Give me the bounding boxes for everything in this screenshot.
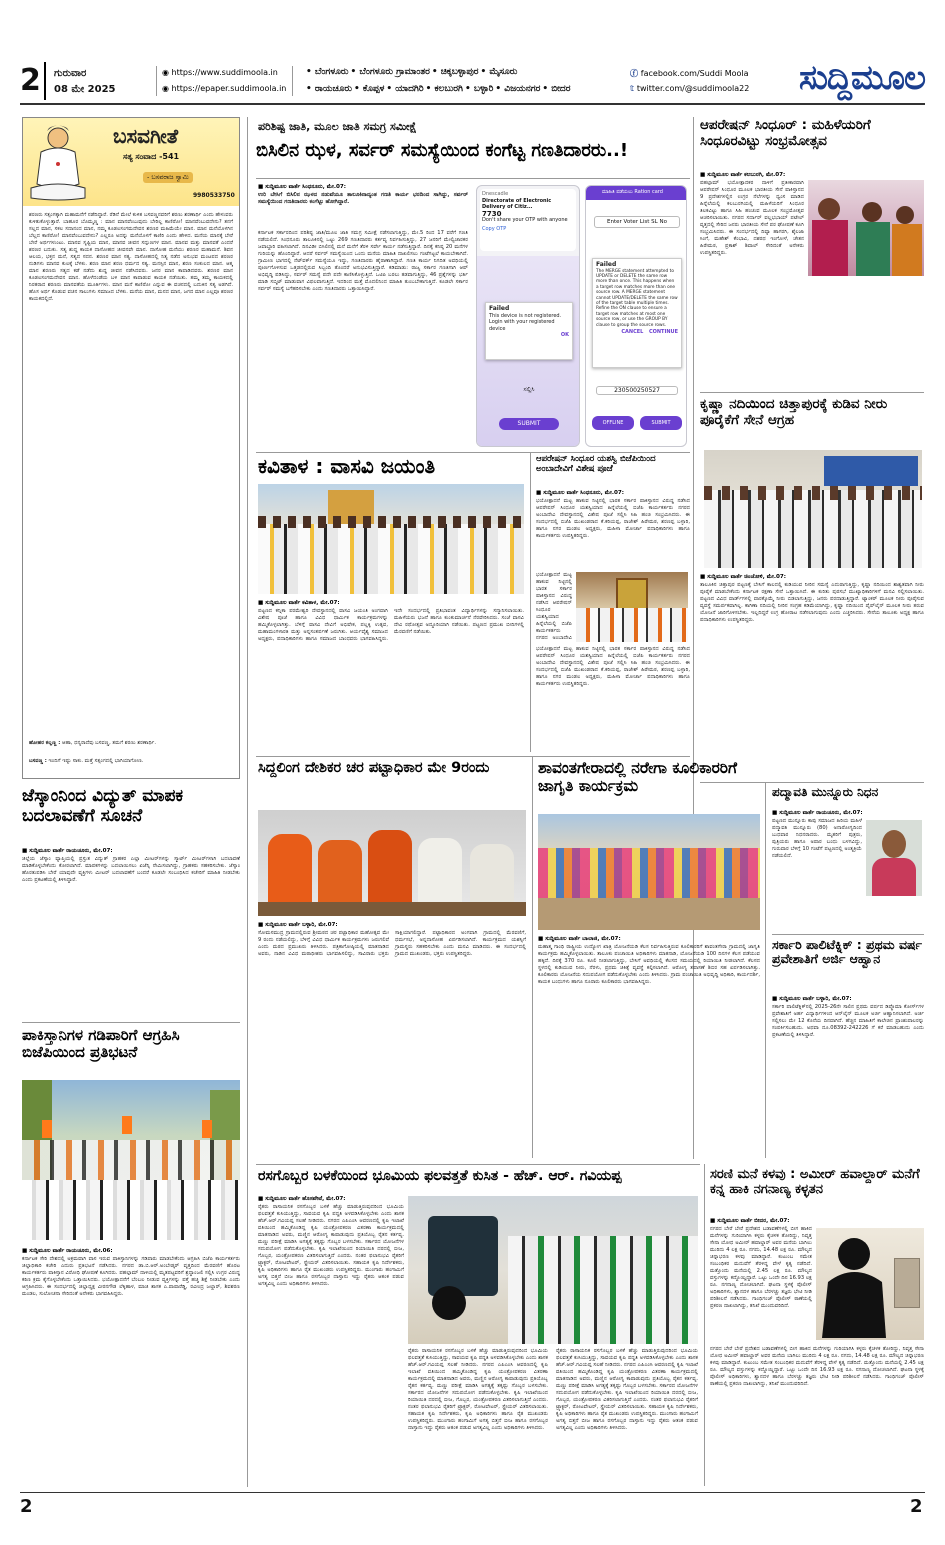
fertilizer-headline: ರಸಗೊಬ್ಬರ ಬಳಕೆಯಿಂದ ಭೂಮಿಯ ಫಲವತ್ತತೆ ಕುಸಿತ - ಹೆಚ್. ಆರ್. ಗವಿಯಪ್ಪ	[258, 1168, 622, 1184]
ambedkar-photo	[576, 572, 688, 642]
page-number: 2	[20, 62, 46, 100]
phone2-number: 230500250527	[596, 386, 678, 395]
ambedkar-body-cont2: ಭಯೋತ್ಪಾದನೆ ಮಟ್ಟ ಹಾಕುವ ನಿಟ್ಟಿನಲ್ಲಿ ಭಾರತ ಸರ್ಕಾರ ಪಾಕಿಸ್ತಾನದ ವಿರುದ್ಧ ನಡೆಸಿದ ಆಪರೇಷನ್ ಸಿಂಧೂರ ಯಶಸ್ವಿಯಾದ ಹಿನ್ನೆಲೆಯಲ್ಲಿ ಬಿಜೆಪಿ ಕಾರ್ಯಕರ್ತರು ನಗರದ ಅಂಬಾದೇವಿ ದೇವಸ್ಥಾನದಲ್ಲಿ ವಿಶೇಷ ಪೂಜೆ ಸಲ್ಲಿಸಿ ಸಿಹಿ ಹಂಚಿ ಸಂಭ್ರಮಿಸಿದರು. ಈ ಸಂದರ್ಭದಲ್ಲಿ ಬಿಜೆಪಿ ಮುಖಂಡರಾದ ಕೆ.ಕರಿಯಪ್ಪ, ರಾಜೇಶ್ ಹಿರೇಮಠ, ಶರಣಪ್ಪ ಬಳ್ಳಾರಿ, ಹಾಗೂ ನಗರ ಮಂಡಲ ಅಧ್ಯಕ್ಷರು, ಮಹಿಳಾ ಮೋರ್ಚಾ ಪದಾಧಿಕಾರಿಗಳು ಹಾಗೂ ಕಾರ್ಯಕರ್ತರು ಉಪಸ್ಥಿತರಿದ್ದರು.	[536, 646, 690, 687]
protest-headline: ಪಾಕಿಸ್ತಾನಿಗಳ ಗಡಿಪಾರಿಗೆ ಆಗ್ರಹಿಸಿ ಬಿಜೆಪಿಯಿಂದ ಪ್ರತಿಭಟನೆ	[22, 1027, 180, 1062]
vasavi-photo	[258, 484, 524, 594]
epaper-link[interactable]: ◉ https://epaper.suddimoola.in	[162, 84, 287, 93]
ambedkar-body: ಭಯೋತ್ಪಾದನೆ ಮಟ್ಟ ಹಾಕುವ ನಿಟ್ಟಿನಲ್ಲಿ ಭಾರತ ಸರ್ಕಾರ ಪಾಕಿಸ್ತಾನದ ವಿರುದ್ಧ ನಡೆಸಿದ ಆಪರೇಷನ್ ಸಿಂಧೂರ ಯಶಸ್ವಿಯಾದ ಹಿನ್ನೆಲೆಯಲ್ಲಿ ಬಿಜೆಪಿ ಕಾರ್ಯಕರ್ತರು ನಗರದ ಅಂಬಾದೇವಿ ದೇವಸ್ಥಾನದಲ್ಲಿ ವಿಶೇಷ ಪೂಜೆ ಸಲ್ಲಿಸಿ ಸಿಹಿ ಹಂಚಿ ಸಂಭ್ರಮಿಸಿದರು. ಈ ಸಂದರ್ಭದಲ್ಲಿ ಬಿಜೆಪಿ ಮುಖಂಡರಾದ ಕೆ.ಕರಿಯಪ್ಪ, ರಾಜೇಶ್ ಹಿರೇಮಠ, ಶರಣಪ್ಪ ಬಳ್ಳಾರಿ, ಹಾಗೂ ನಗರ ಮಂಡಲ ಅಧ್ಯಕ್ಷರು, ಮಹಿಳಾ ಮೋರ್ಚಾ ಪದಾಧಿಕಾರಿಗಳು ಹಾಗೂ ಕಾರ್ಯಕರ್ತರು ಉಪಸ್ಥಿತರಿದ್ದರು.	[536, 498, 690, 539]
fertilizer-body: ರೈತರು ರಾಸಾಯನಿಕ ರಸಗೊಬ್ಬರ ಬಳಕೆ ಹೆಚ್ಚು ಮಾಡುತ್ತಿರುವುದರಿಂದ ಭೂಮಿಯ ಫಲವತ್ತತೆ ಕುಸಿಯುತ್ತಿದ್ದು, ಸಾವಯವ ಕೃಷಿ ಪದ್ಧತಿ ಅಳವಡಿಸಿಕೊಳ್ಳಬೇಕು ಎಂದು ಶಾಸಕ ಹೆಚ್.ಆರ್.ಗವಿಯಪ್ಪ ಸಲಹೆ ನೀಡಿದರು. ನಗರದ ಎಪಿಎಂಸಿ ಆವರಣದಲ್ಲಿ ಕೃಷಿ ಇಲಾಖೆ ವತಿಯಿಂದ ಹಮ್ಮಿಕೊಂಡಿದ್ದ ಕೃಷಿ ಯಂತ್ರೋಪಕರಣ ವಿತರಣಾ ಕಾರ್ಯಕ್ರಮದಲ್ಲಿ ಮಾತನಾಡಿದ ಅವರು, ಮಣ್ಣಿನ ಆರೋಗ್ಯ ಕಾಪಾಡುವುದು ಪ್ರತಿಯೊಬ್ಬ ರೈತನ ಕರ್ತವ್ಯ. ಮಣ್ಣು ಪರೀಕ್ಷೆ ಮಾಡಿಸಿ ಅಗತ್ಯಕ್ಕೆ ತಕ್ಕಷ್ಟು ಗೊಬ್ಬರ ಬಳಸಬೇಕು. ಸರ್ಕಾರದ ಯೋಜನೆಗಳ ಸದುಪಯೋಗ ಪಡೆದುಕೊಳ್ಳಬೇಕು. ಕೃಷಿ ಇಲಾಖೆಯಿಂದ ರಿಯಾಯಿತಿ ದರದಲ್ಲಿ ಬೀಜ, ಗೊಬ್ಬರ, ಯಂತ್ರೋಪಕರಣ ವಿತರಿಸಲಾಗುತ್ತಿದೆ ಎಂದರು. ನಂತರ ಫಲಾನುಭವಿ ರೈತರಿಗೆ ಟ್ರ್ಯಾಕ್ಟರ್, ರೋಟವೇಟರ್, ಸ್ಪ್ರೇಯರ್ ವಿತರಿಸಲಾಯಿತು. ಸಹಾಯಕ ಕೃಷಿ ನಿರ್ದೇಶಕರು, ಕೃಷಿ ಅಧಿಕಾರಿಗಳು ಹಾಗೂ ರೈತ ಮುಖಂಡರು ಉಪಸ್ಥಿತರಿದ್ದರು. ಮುಂಗಾರು ಹಂಗಾಮಿಗೆ ಅಗತ್ಯ ಬಿತ್ತನೆ ಬೀಜ ಹಾಗೂ ರಸಗೊಬ್ಬರ ದಾಸ್ತಾನು ಇದ್ದು ರೈತರು ಆತಂಕ ಪಡುವ ಅಗತ್ಯವಿಲ್ಲ ಎಂದು ಅಧಿಕಾರಿಗಳು ತಿಳಿಸಿದರು.	[258, 1204, 404, 1287]
sindhoor-byline: ■ ಸುದ್ದಿಮೂಲ ವಾರ್ತೆ ಕಲಬುರಗಿ, ಮೇ.07:	[700, 172, 786, 178]
census-headline: ಬಿಸಿಲಿನ ಝಳ, ಸರ್ವರ್ ಸಮಸ್ಯೆಯಿಂದ ಕಂಗೆಟ್ಟ ಗಣತಿದಾರರು..!	[256, 141, 629, 161]
basavanna-illustration	[27, 122, 89, 202]
census-phone-screenshot-1	[476, 185, 580, 447]
escom-byline: ■ ಸುದ್ದಿಮೂಲ ವಾರ್ತೆ ರಾಯಚೂರು, ಮೇ.07:	[22, 848, 113, 854]
phone2-failed-dialog: Failed The MERGE statement attempted to UPDATE or DELETE the same row more than once. This happens when a target row matches more than one source row. A MERGE statement cannot UPDATE/DELETE the same row of the target table multiple times. Refine the ON clause to ensure a target row matches at most one source row, or use the GROUP BY clause to group the source rows. CANCEL CONTINUE	[592, 258, 682, 368]
city-nav-link[interactable]: • ಬೀದರ	[542, 84, 571, 94]
basavageete-title: ಬಸವಗೀತೆ	[113, 124, 179, 148]
theft-body: ನಗರದ ಬೇರೆ ಬೇರೆ ಪ್ರದೇಶದ ಬಡಾವಣೆಗಳಲ್ಲಿ ಬೀಗ ಹಾಕಿದ ಮನೆಗಳನ್ನು ಗುರಿಯಾಗಿಸಿ ಕಳ್ಳರು ಕೈಚಳಕ ತೋರಿದ್ದು, ನಿವೃತ್ತ ಸೇನಾ ಯೋಧ ಅಮೀರ್ ಹವಾಲ್ದಾರ್ ಅವರ ಮನೆಯ ಬಾಗಿಲು ಮುರಿದು 4 ಲಕ್ಷ ರೂ. ನಗದು, 14.48 ಲಕ್ಷ ರೂ. ಮೌಲ್ಯದ ಚಿನ್ನಾಭರಣ ಕಳವು ಮಾಡಿದ್ದಾರೆ. ಕುಟುಂಬ ಸಮೇತ ಸಂಬಂಧಿಕರ ಮದುವೆಗೆ ತೆರಳಿದ್ದ ವೇಳೆ ಕೃತ್ಯ ನಡೆದಿದೆ. ಮತ್ತೊಂದು ಮನೆಯಲ್ಲಿ 2.45 ಲಕ್ಷ ರೂ. ಮೌಲ್ಯದ ವಸ್ತುಗಳನ್ನು ಕದ್ದೊಯ್ದಿದ್ದಾರೆ. ಒಟ್ಟು ಒಂದೇ ದಿನ 16.93 ಲಕ್ಷ ರೂ. ನಗನಾಣ್ಯ ದೋಚಲಾಗಿದೆ. ಘಟನಾ ಸ್ಥಳಕ್ಕೆ ಪೊಲೀಸ್ ಅಧಿಕಾರಿಗಳು, ಶ್ವಾನದಳ ಹಾಗೂ ಬೆರಳಚ್ಚು ತಜ್ಞರು ಭೇಟಿ ನೀಡಿ ಪರಿಶೀಲನೆ ನಡೆಸಿದರು. ಗಾಂಧಿಗಂಜ್ ಪೊಲೀಸ್ ಠಾಣೆಯಲ್ಲಿ ಪ್ರಕರಣ ದಾಖಲಾಗಿದ್ದು, ತನಿಖೆ ಮುಂದುವರಿದಿದೆ.	[710, 1226, 812, 1309]
krishna-headline: ಕೃಷ್ಣಾ ನದಿಯಿಂದ ಚಿತ್ತಾಪುರಕ್ಕೆ ಕುಡಿವ ನೀರು ಪೂರೈಕೆಗೆ ಸೇನೆ ಆಗ್ರಹ	[700, 397, 888, 428]
sindhoor-headline: ಆಪರೇಷನ್ ಸಿಂಧೂರ್ : ಮಹಿಳೆಯರಿಗೆ ಸಿಂಧೂರವಿಟ್ಟು ಸಂಭ್ರಮೋತ್ಸವ	[700, 118, 871, 149]
fertilizer-photo	[408, 1196, 698, 1344]
footer-page-number-right: 2	[910, 1496, 923, 1517]
copy-otp-button[interactable]: Copy OTP	[482, 225, 507, 232]
city-nav-link[interactable]: • ಬೆಂಗಳೂರು	[306, 67, 349, 77]
phone1-submit-kn[interactable]: ಸಲ್ಲಿಸಿ	[523, 386, 535, 393]
narega-body: ಮಹಾತ್ಮ ಗಾಂಧಿ ರಾಷ್ಟ್ರೀಯ ಉದ್ಯೋಗ ಖಾತ್ರಿ ಯೋಜನೆಯಡಿ ಕೆಲಸ ನಿರ್ವಹಿಸುತ್ತಿರುವ ಕೂಲಿಕಾರರಿಗೆ ಶಾವಂತಗೇರಾ ಗ್ರಾಮದಲ್ಲಿ ಜಾಗೃತಿ ಕಾರ್ಯಕ್ರಮ ಹಮ್ಮಿಕೊಳ್ಳಲಾಯಿತು. ತಾಲೂಕು ಪಂಚಾಯಿತಿ ಅಧಿಕಾರಿಗಳು ಮಾತನಾಡಿ, ಯೋಜನೆಯಡಿ 100 ದಿನಗಳ ಕೆಲಸ ಪಡೆಯುವ ಹಕ್ಕಿದೆ. ದಿನಕ್ಕೆ 370 ರೂ. ಕೂಲಿ ನೀಡಲಾಗುತ್ತಿದ್ದು, ಬೇಸಿಗೆ ಅವಧಿಯಲ್ಲಿ ಕೆಲಸದ ಸಮಯದಲ್ಲಿ ರಿಯಾಯಿತಿ ನೀಡಲಾಗಿದೆ. ಕೆಲಸದ ಸ್ಥಳದಲ್ಲಿ ಕುಡಿಯುವ ನೀರು, ನೆರಳು, ಪ್ರಥಮ ಚಿಕಿತ್ಸೆ ವ್ಯವಸ್ಥೆ ಕಲ್ಪಿಸಲಾಗಿದೆ. ಆರೋಗ್ಯ ತಪಾಸಣೆ ಶಿಬಿರ ಸಹ ಏರ್ಪಡಿಸಲಾಗಿತ್ತು. ಕೂಲಿಕಾರರು ಯೋಜನೆಯ ಸದುಪಯೋಗ ಪಡೆದುಕೊಳ್ಳಬೇಕು ಎಂದು ತಿಳಿಸಿದರು. ಗ್ರಾಮ ಪಂಚಾಯಿತಿ ಅಭಿವೃದ್ಧಿ ಅಧಿಕಾರಿ, ಕಾರ್ಯದರ್ಶಿ, ಕಾಯಕ ಬಂಧುಗಳು ಹಾಗೂ ನೂರಾರು ಕೂಲಿಕಾರರು ಭಾಗವಹಿಸಿದ್ದರು.	[538, 944, 760, 985]
facebook-icon: ⓕ	[630, 69, 641, 78]
narega-byline: ■ ಸುದ್ದಿಮೂಲ ವಾರ್ತೆ ಬಾಲಾಜಿ, ಮೇ.07:	[538, 936, 621, 942]
twitter-icon: 𝕥	[630, 84, 637, 93]
city-nav-link[interactable]: • ಕೊಪ್ಪಳ	[353, 84, 385, 94]
krishna-body: ತಾಲೂಕಿನ ಚಿತ್ತಾಪುರ ಪಟ್ಟಣಕ್ಕೆ ಬೇಸಿಗೆ ಕಾಲದಲ್ಲಿ ಕುಡಿಯುವ ನೀರಿನ ಸಮಸ್ಯೆ ಎದುರಾಗುತ್ತಿದ್ದು, ಕೃಷ್ಣಾ ನದಿಯಿಂದ ಶಾಶ್ವತವಾಗಿ ನೀರು ಪೂರೈಕೆ ಮಾಡಬೇಕೆಂದು ಕರ್ನಾಟಕ ರಕ್ಷಣಾ ಸೇನೆ ಒತ್ತಾಯಿಸಿದೆ. ಈ ಕುರಿತು ಪುರಸಭೆ ಮುಖ್ಯಾಧಿಕಾರಿಗಳಿಗೆ ಮನವಿ ಸಲ್ಲಿಸಲಾಯಿತು. ಪಟ್ಟಣದ ವಿವಿಧ ವಾರ್ಡ್‌ಗಳಲ್ಲಿ ವಾರಕ್ಕೊಮ್ಮೆ ನೀರು ಬಿಡಲಾಗುತ್ತಿದ್ದು, ಜನರು ಪರದಾಡುತ್ತಿದ್ದಾರೆ. ಟ್ಯಾಂಕರ್ ಮೂಲಕ ನೀರು ಪೂರೈಸುವ ವ್ಯವಸ್ಥೆ ಸಮರ್ಪಕವಾಗಿಲ್ಲ. ಕಾಗಿಣಾ ನದಿಯಲ್ಲಿ ನೀರಿನ ಸಂಗ್ರಹ ಕಡಿಮೆಯಾಗಿದ್ದು, ಕೃಷ್ಣಾ ನದಿಯಿಂದ ಪೈಪ್‌ಲೈನ್ ಮೂಲಕ ನೀರು ತರುವ ಯೋಜನೆ ಜಾರಿಗೊಳಿಸಬೇಕು. ಇಲ್ಲದಿದ್ದರೆ ಉಗ್ರ ಹೋರಾಟ ನಡೆಸಲಾಗುವುದು ಎಂದು ಎಚ್ಚರಿಸಿದರು. ಸೇನೆಯ ತಾಲೂಕು ಅಧ್ಯಕ್ಷ ಹಾಗೂ ಪದಾಧಿಕಾರಿಗಳು ಉಪಸ್ಥಿತರಿದ್ದರು.	[700, 582, 924, 623]
phone1-failed-dialog: Failed This device is not registered. Login with your registered device OK	[485, 302, 573, 360]
city-nav-link[interactable]: • ಬೆಂಗಳೂರು ಗ್ರಾಮಾಂತರ	[350, 67, 430, 77]
fertilizer-body-col2: ರೈತರು ರಾಸಾಯನಿಕ ರಸಗೊಬ್ಬರ ಬಳಕೆ ಹೆಚ್ಚು ಮಾಡುತ್ತಿರುವುದರಿಂದ ಭೂಮಿಯ ಫಲವತ್ತತೆ ಕುಸಿಯುತ್ತಿದ್ದು, ಸಾವಯವ ಕೃಷಿ ಪದ್ಧತಿ ಅಳವಡಿಸಿಕೊಳ್ಳಬೇಕು ಎಂದು ಶಾಸಕ ಹೆಚ್.ಆರ್.ಗವಿಯಪ್ಪ ಸಲಹೆ ನೀಡಿದರು. ನಗರದ ಎಪಿಎಂಸಿ ಆವರಣದಲ್ಲಿ ಕೃಷಿ ಇಲಾಖೆ ವತಿಯಿಂದ ಹಮ್ಮಿಕೊಂಡಿದ್ದ ಕೃಷಿ ಯಂತ್ರೋಪಕರಣ ವಿತರಣಾ ಕಾರ್ಯಕ್ರಮದಲ್ಲಿ ಮಾತನಾಡಿದ ಅವರು, ಮಣ್ಣಿನ ಆರೋಗ್ಯ ಕಾಪಾಡುವುದು ಪ್ರತಿಯೊಬ್ಬ ರೈತನ ಕರ್ತವ್ಯ. ಮಣ್ಣು ಪರೀಕ್ಷೆ ಮಾಡಿಸಿ ಅಗತ್ಯಕ್ಕೆ ತಕ್ಕಷ್ಟು ಗೊಬ್ಬರ ಬಳಸಬೇಕು. ಸರ್ಕಾರದ ಯೋಜನೆಗಳ ಸದುಪಯೋಗ ಪಡೆದುಕೊಳ್ಳಬೇಕು. ಕೃಷಿ ಇಲಾಖೆಯಿಂದ ರಿಯಾಯಿತಿ ದರದಲ್ಲಿ ಬೀಜ, ಗೊಬ್ಬರ, ಯಂತ್ರೋಪಕರಣ ವಿತರಿಸಲಾಗುತ್ತಿದೆ ಎಂದರು. ನಂತರ ಫಲಾನುಭವಿ ರೈತರಿಗೆ ಟ್ರ್ಯಾಕ್ಟರ್, ರೋಟವೇಟರ್, ಸ್ಪ್ರೇಯರ್ ವಿತರಿಸಲಾಯಿತು. ಸಹಾಯಕ ಕೃಷಿ ನಿರ್ದೇಶಕರು, ಕೃಷಿ ಅಧಿಕಾರಿಗಳು ಹಾಗೂ ರೈತ ಮುಖಂಡರು ಉಪಸ್ಥಿತರಿದ್ದರು. ಮುಂಗಾರು ಹಂಗಾಮಿಗೆ ಅಗತ್ಯ ಬಿತ್ತನೆ ಬೀಜ ಹಾಗೂ ರಸಗೊಬ್ಬರ ದಾಸ್ತಾನು ಇದ್ದು ರೈತರು ಆತಂಕ ಪಡುವ ಅಗತ್ಯವಿಲ್ಲ ಎಂದು ಅಧಿಕಾರಿಗಳು ತಿಳಿಸಿದರು.	[408, 1348, 548, 1431]
phone2-cancel-button[interactable]: CANCEL	[621, 328, 644, 335]
facebook-link[interactable]: ⓕ facebook.com/Suddi Moola	[630, 69, 749, 78]
escom-headline: ಜೆಸ್ಕಾಂನಿಂದ ವಿದ್ಯುತ್ ಮಾಪಕ ಬದಲಾವಣೆಗೆ ಸೂಚನೆ	[22, 787, 184, 826]
sindhoor-body-cont	[700, 280, 924, 386]
vasavi-byline: ■ ಸುದ್ದಿಮೂಲ ವಾರ್ತೆ ಕವಿತಾಳ, ಮೇ.07:	[258, 600, 340, 606]
header-day: ಗುರುವಾರ	[54, 68, 87, 79]
phone2-submit-button[interactable]: SUBMIT	[640, 416, 682, 430]
phone2-offline-button[interactable]: OFFLINE	[592, 416, 634, 430]
globe-icon: ◉	[162, 84, 172, 93]
thief-silhouette-icon	[820, 1232, 890, 1338]
sindhoor-body: ಪಹಲ್ಗಾಮ್ ಭಯೋತ್ಪಾದಕರ ದಾಳಿಗೆ ಪ್ರತೀಕಾರವಾಗಿ ಆಪರೇಷನ್ ಸಿಂಧೂರ ಮೂಲಕ ಭಾರತೀಯ ಸೇನೆ ಪಾಕಿಸ್ತಾನದ 9 ಪ್ರದೇಶಗಳಲ್ಲಿನ ಉಗ್ರರ ನೆಲೆಗಳನ್ನು ಧ್ವಂಸ ಮಾಡಿದ ಹಿನ್ನೆಲೆಯಲ್ಲಿ ಕಲಬುರಗಿಯಲ್ಲಿ ಮಹಿಳೆಯರಿಗೆ ಸಿಂಧೂರ ತಿಲಕವಿಟ್ಟು ಹಾಗೂ ಸಿಹಿ ಹಂಚುವ ಮೂಲಕ ಸಂಭ್ರಮೋತ್ಸವ ಆಚರಿಸಲಾಯಿತು. ನಗರದ ಸರ್ದಾರ್ ವಲ್ಲಭಭಾಯ್ ಪಟೇಲ್ ವೃತ್ತದಲ್ಲಿ ಸೇರಿದ ಜನರು ಭಾರತೀಯ ಸೇನೆ ಪರ ಘೋಷಣೆ ಕೂಗಿ ಸಂಭ್ರಮಿಸಿದರು. ಈ ಸಂದರ್ಭದಲ್ಲಿ ದಿವ್ಯಾ ಹಾಗರಗಿ, ಶೈಲಜಾ ಸಿಂಗೆ, ಮಹೇಶ್ ಕೆಂಭಾವಿ, ದಶರಥ ಇಂಗೋಳೆ, ಚೇತನ ಹಿರೇಮಠ, ಪ್ರಕಾಶ್ ಶಿವಾಲ್ ಸೇರಿದಂತೆ ಅನೇಕರು ಉಪಸ್ಥಿತರಿದ್ದರು.	[700, 180, 804, 256]
padmavathi-headline: ಪದ್ಮಾವತಿ ಮುನ್ನೂರು ನಿಧನ	[772, 786, 879, 799]
city-nav-link[interactable]: • ಯಾದಗಿರಿ	[386, 84, 424, 94]
narega-headline: ಶಾವಂತಗೇರಾದಲ್ಲಿ ನರೇಗಾ ಕೂಲಿಕಾರರಿಗೆ ಜಾಗೃತಿ ಕಾರ್ಯಕ್ರಮ	[538, 760, 737, 795]
ambedkar-byline: ■ ಸುದ್ದಿಮೂಲ ವಾರ್ತೆ ಸಿಂಧನೂರು, ಮೇ.07:	[536, 490, 625, 496]
basavageete-box	[22, 117, 240, 779]
padmavathi-portrait	[866, 820, 922, 896]
globe-icon: ◉	[162, 68, 172, 77]
escom-body: ಜಿಲ್ಲೆಯ ಜೆಸ್ಕಾಂ ವ್ಯಾಪ್ತಿಯಲ್ಲಿ ಪ್ರಸ್ತುತ ವಿದ್ಯುತ್ ಗ್ರಾಹಕರ ಎಲ್ಲಾ ಮೀಟರ್‌ಗಳನ್ನು ಸ್ಮಾರ್ಟ್ ಮೀಟರ್‌ಗಳಾಗಿ ಬದಲಾವಣೆ ಮಾಡಿಕೊಳ್ಳಬೇಕೆಂದು ಕೋರಲಾಗಿದೆ. ಮಾಪಕಗಳನ್ನು ಬದಲಾಯಿಸಲು ಏಜೆನ್ಸಿ ನೇಮಿಸಲಾಗಿದ್ದು, ಗ್ರಾಹಕರು ಸಹಕರಿಸಬೇಕು. ಜೆಸ್ಕಾಂ ಹೊರತುಪಡಿಸಿ ಬೇರೆ ಯಾವುದೇ ವ್ಯಕ್ತಿಗಳು ಮೀಟರ್ ಬದಲಾವಣೆಗೆ ಬಂದರೆ ಕೂಡಲೇ ಸಂಬಂಧಿಸಿದ ಕಚೇರಿಗೆ ಮಾಹಿತಿ ನೀಡಬೇಕು ಎಂದು ಪ್ರಕಟಣೆಯಲ್ಲಿ ತಿಳಿಸಿದ್ದಾರೆ.	[22, 856, 240, 883]
fertilizer-body-col3: ರೈತರು ರಾಸಾಯನಿಕ ರಸಗೊಬ್ಬರ ಬಳಕೆ ಹೆಚ್ಚು ಮಾಡುತ್ತಿರುವುದರಿಂದ ಭೂಮಿಯ ಫಲವತ್ತತೆ ಕುಸಿಯುತ್ತಿದ್ದು, ಸಾವಯವ ಕೃಷಿ ಪದ್ಧತಿ ಅಳವಡಿಸಿಕೊಳ್ಳಬೇಕು ಎಂದು ಶಾಸಕ ಹೆಚ್.ಆರ್.ಗವಿಯಪ್ಪ ಸಲಹೆ ನೀಡಿದರು. ನಗರದ ಎಪಿಎಂಸಿ ಆವರಣದಲ್ಲಿ ಕೃಷಿ ಇಲಾಖೆ ವತಿಯಿಂದ ಹಮ್ಮಿಕೊಂಡಿದ್ದ ಕೃಷಿ ಯಂತ್ರೋಪಕರಣ ವಿತರಣಾ ಕಾರ್ಯಕ್ರಮದಲ್ಲಿ ಮಾತನಾಡಿದ ಅವರು, ಮಣ್ಣಿನ ಆರೋಗ್ಯ ಕಾಪಾಡುವುದು ಪ್ರತಿಯೊಬ್ಬ ರೈತನ ಕರ್ತವ್ಯ. ಮಣ್ಣು ಪರೀಕ್ಷೆ ಮಾಡಿಸಿ ಅಗತ್ಯಕ್ಕೆ ತಕ್ಕಷ್ಟು ಗೊಬ್ಬರ ಬಳಸಬೇಕು. ಸರ್ಕಾರದ ಯೋಜನೆಗಳ ಸದುಪಯೋಗ ಪಡೆದುಕೊಳ್ಳಬೇಕು. ಕೃಷಿ ಇಲಾಖೆಯಿಂದ ರಿಯಾಯಿತಿ ದರದಲ್ಲಿ ಬೀಜ, ಗೊಬ್ಬರ, ಯಂತ್ರೋಪಕರಣ ವಿತರಿಸಲಾಗುತ್ತಿದೆ ಎಂದರು. ನಂತರ ಫಲಾನುಭವಿ ರೈತರಿಗೆ ಟ್ರ್ಯಾಕ್ಟರ್, ರೋಟವೇಟರ್, ಸ್ಪ್ರೇಯರ್ ವಿತರಿಸಲಾಯಿತು. ಸಹಾಯಕ ಕೃಷಿ ನಿರ್ದೇಶಕರು, ಕೃಷಿ ಅಧಿಕಾರಿಗಳು ಹಾಗೂ ರೈತ ಮುಖಂಡರು ಉಪಸ್ಥಿತರಿದ್ದರು. ಮುಂಗಾರು ಹಂಗಾಮಿಗೆ ಅಗತ್ಯ ಬಿತ್ತನೆ ಬೀಜ ಹಾಗೂ ರಸಗೊಬ್ಬರ ದಾಸ್ತಾನು ಇದ್ದು ರೈತರು ಆತಂಕ ಪಡುವ ಅಗತ್ಯವಿಲ್ಲ ಎಂದು ಅಧಿಕಾರಿಗಳು ತಿಳಿಸಿದರು.	[556, 1348, 698, 1431]
basavageete-subtitle: ಸತ್ಯ ಸಂವಾದ -541	[123, 152, 180, 161]
census-byline: ■ ಸುದ್ದಿಮೂಲ ವಾರ್ತೆ ಸಿಂಧನೂರು, ಮೇ.07:	[258, 184, 347, 190]
city-nav-link[interactable]: • ಚಿಕ್ಕಬಳ್ಳಾಪುರ	[431, 67, 479, 77]
phone1-submit-button[interactable]: SUBMIT	[499, 418, 559, 430]
polytechnic-byline: ■ ಸುದ್ದಿಮೂಲ ವಾರ್ತೆ ಬಳ್ಳಾರಿ, ಮೇ.07:	[772, 996, 852, 1002]
basavageete-phone: 9980533750	[193, 192, 235, 199]
theft-byline: ■ ಸುದ್ದಿಮೂಲ ವಾರ್ತೆ ಬೀದರ, ಮೇ.07:	[710, 1218, 790, 1224]
basavageete-question: ಹೋಹರ ಕಲ್ಲಣ್ಣ : ಆಹಾ, ಧನ್ಯರಾದೆವು ಬಸವಣ್ಣ, ತಮಗೆ ಶರಣು ಶರಣಾರ್ಥಿ.	[29, 740, 157, 746]
ambedkar-body-cont: ಭಯೋತ್ಪಾದನೆ ಮಟ್ಟ ಹಾಕುವ ನಿಟ್ಟಿನಲ್ಲಿ ಭಾರತ ಸರ್ಕಾರ ಪಾಕಿಸ್ತಾನದ ವಿರುದ್ಧ ನಡೆಸಿದ ಆಪರೇಷನ್ ಸಿಂಧೂರ ಯಶಸ್ವಿಯಾದ ಹಿನ್ನೆಲೆಯಲ್ಲಿ ಬಿಜೆಪಿ ಕಾರ್ಯಕರ್ತರು ನಗರದ ಅಂಬಾದೇವಿ	[536, 572, 572, 641]
twitter-link[interactable]: 𝕥 twitter.com/@suddimoola22	[630, 84, 750, 93]
siddalinga-photo	[258, 810, 526, 916]
vasavi-body: ಪಟ್ಟಣದ ಕನ್ನಿಕಾ ಪರಮೇಶ್ವರಿ ದೇವಸ್ಥಾನದಲ್ಲಿ ವಾಸವಿ ಜಯಂತಿ ಅಂಗವಾಗಿ ವಿಶೇಷ ಪೂಜೆ ಹಾಗೂ ವಿವಿಧ ಧಾರ್ಮಿಕ ಕಾರ್ಯಕ್ರಮಗಳನ್ನು ಹಮ್ಮಿಕೊಳ್ಳಲಾಗಿತ್ತು. ಬೆಳಿಗ್ಗೆ ವಾಸವಿ ದೇವಿಗೆ ಅಭಿಷೇಕ, ಪಲ್ಲಕ್ಕಿ ಉತ್ಸವ, ಮಹಾಮಂಗಳಾರತಿ ಮತ್ತು ಅನ್ನಸಂತರ್ಪಣೆ ಜರುಗಿತು. ಆರ್ಯವೈಶ್ಯ ಸಮಾಜದ ಅಧ್ಯಕ್ಷರು, ಪದಾಧಿಕಾರಿಗಳು ಹಾಗೂ ಸಮಾಜದ ಬಾಂಧವರು ಭಾಗವಹಿಸಿದ್ದರು. ಇದೇ ಸಂದರ್ಭದಲ್ಲಿ ಪ್ರತಿಭಾವಂತ ವಿದ್ಯಾರ್ಥಿಗಳನ್ನು ಸನ್ಮಾನಿಸಲಾಯಿತು. ಮಹಿಳೆಯರು ಭಜನೆ ಹಾಗೂ ಕುಂಕುಮಾರ್ಚನೆ ನೆರವೇರಿಸಿದರು. ಸಂಜೆ ವಾಸವಿ ದೇವಿ ರಥೋತ್ಸವ ಅದ್ದೂರಿಯಾಗಿ ನಡೆಯಿತು. ಪಟ್ಟಣದ ಪ್ರಮುಖ ಬೀದಿಗಳಲ್ಲಿ ಮೆರವಣಿಗೆ ನಡೆಯಿತು.	[258, 608, 524, 642]
census-kicker: ಪರಿಶಿಷ್ಟ ಜಾತಿ, ಮೂಲ ಜಾತಿ ಸಮಗ್ರ ಸಮೀಕ್ಷೆ	[258, 120, 417, 133]
theft-headline: ಸರಣಿ ಮನೆ ಕಳವು : ಅಮೀರ್ ಹವಾಲ್ದಾರ್ ಮನೆಗೆ ಕನ್ನ ಹಾಕಿ ನಗನಾಣ್ಯ ಕಳ್ಳತನ	[710, 1168, 920, 1197]
phone2-continue-button[interactable]: CONTINUE	[648, 328, 678, 335]
theft-body-cont: ನಗರದ ಬೇರೆ ಬೇರೆ ಪ್ರದೇಶದ ಬಡಾವಣೆಗಳಲ್ಲಿ ಬೀಗ ಹಾಕಿದ ಮನೆಗಳನ್ನು ಗುರಿಯಾಗಿಸಿ ಕಳ್ಳರು ಕೈಚಳಕ ತೋರಿದ್ದು, ನಿವೃತ್ತ ಸೇನಾ ಯೋಧ ಅಮೀರ್ ಹವಾಲ್ದಾರ್ ಅವರ ಮನೆಯ ಬಾಗಿಲು ಮುರಿದು 4 ಲಕ್ಷ ರೂ. ನಗದು, 14.48 ಲಕ್ಷ ರೂ. ಮೌಲ್ಯದ ಚಿನ್ನಾಭರಣ ಕಳವು ಮಾಡಿದ್ದಾರೆ. ಕುಟುಂಬ ಸಮೇತ ಸಂಬಂಧಿಕರ ಮದುವೆಗೆ ತೆರಳಿದ್ದ ವೇಳೆ ಕೃತ್ಯ ನಡೆದಿದೆ. ಮತ್ತೊಂದು ಮನೆಯಲ್ಲಿ 2.45 ಲಕ್ಷ ರೂ. ಮೌಲ್ಯದ ವಸ್ತುಗಳನ್ನು ಕದ್ದೊಯ್ದಿದ್ದಾರೆ. ಒಟ್ಟು ಒಂದೇ ದಿನ 16.93 ಲಕ್ಷ ರೂ. ನಗನಾಣ್ಯ ದೋಚಲಾಗಿದೆ. ಘಟನಾ ಸ್ಥಳಕ್ಕೆ ಪೊಲೀಸ್ ಅಧಿಕಾರಿಗಳು, ಶ್ವಾನದಳ ಹಾಗೂ ಬೆರಳಚ್ಚು ತಜ್ಞರು ಭೇಟಿ ನೀಡಿ ಪರಿಶೀಲನೆ ನಡೆಸಿದರು. ಗಾಂಧಿಗಂಜ್ ಪೊಲೀಸ್ ಠಾಣೆಯಲ್ಲಿ ಪ್ರಕರಣ ದಾಖಲಾಗಿದ್ದು, ತನಿಖೆ ಮುಂದುವರಿದಿದೆ.	[710, 1346, 924, 1387]
website-link[interactable]: ◉ https://www.suddimoola.in	[162, 68, 278, 77]
basavageete-answer: ಬಸವಣ್ಣ : ಇಂದಿಗೆ ಇಷ್ಟು ಸಾಕು. ಮತ್ತೆ ಸತ್ಸಂಗದಲ್ಲಿ ಭಾಗಿಯಾಗೋಣ.	[29, 758, 144, 764]
footer-page-number-left: 2	[20, 1496, 33, 1517]
krishna-byline: ■ ಸುದ್ದಿಮೂಲ ವಾರ್ತೆ ಚಿಂಚೋಳಿ, ಮೇ.07:	[700, 574, 787, 580]
phone2-header: ಮಾಹಿತಿ ಪಡೆಯಲು Ration card	[602, 189, 663, 195]
siddalinga-headline: ಸಿದ್ದಲಿಂಗ ದೇಶಿಕರ ಚರ ಪಟ್ಟಾಧಿಕಾರ ಮೇ 9ರಂದು	[258, 760, 490, 776]
polytechnic-body: ಸರ್ಕಾರಿ ಪಾಲಿಟೆಕ್ನಿಕ್‌ನಲ್ಲಿ 2025-26ನೇ ಸಾಲಿನ ಪ್ರಥಮ ವರ್ಷದ ಡಿಪ್ಲೊಮಾ ಕೋರ್ಸ್‌ಗಳ ಪ್ರವೇಶಾತಿಗೆ ಅರ್ಹ ವಿದ್ಯಾರ್ಥಿಗಳಿಂದ ಆನ್‌ಲೈನ್ ಮೂಲಕ ಅರ್ಜಿ ಆಹ್ವಾನಿಸಲಾಗಿದೆ. ಅರ್ಜಿ ಸಲ್ಲಿಸಲು ಮೇ 12 ಕೊನೆಯ ದಿನವಾಗಿದೆ. ಹೆಚ್ಚಿನ ಮಾಹಿತಿಗೆ ಕಾಲೇಜಿನ ಪ್ರಾಂಶುಪಾಲರನ್ನು ಸಂಪರ್ಕಿಸಬಹುದು. ಅಥವಾ ದೂ.08392-242226 ಗೆ ಕರೆ ಮಾಡಬಹುದು ಎಂದು ಪ್ರಕಟಣೆಯಲ್ಲಿ ತಿಳಿಸಿದ್ದಾರೆ.	[772, 1004, 924, 1038]
padmavathi-byline: ■ ಸುದ್ದಿಮೂಲ ವಾರ್ತೆ ರಾಯಚೂರು, ಮೇ.07:	[772, 810, 863, 816]
city-nav-link[interactable]: • ಬಳ್ಳಾರಿ	[465, 84, 494, 94]
sindhoor-photo	[808, 180, 924, 276]
header-date: 08 ಮೇ 2025	[54, 84, 116, 95]
protest-body: ಕರ್ನಾಟಕ ಸೇರಿ ದೇಶದಲ್ಲಿ ಅಕ್ರಮವಾಗಿ ವಾಸ ಇರುವ ಪಾಕಿಸ್ತಾನಿಗಳನ್ನು ಗಡಿಪಾರು ಮಾಡಬೇಕೆಂದು ಆಗ್ರಹಿಸಿ ಬಿಜೆಪಿ ಕಾರ್ಯಕರ್ತರು ಜಿಲ್ಲಾಧಿಕಾರಿ ಕಚೇರಿ ಎದುರು ಪ್ರತಿಭಟನೆ ನಡೆಸಿದರು. ನಗರದ ಡಾ.ಬಿ.ಆರ್.ಅಂಬೇಡ್ಕರ್ ವೃತ್ತದಿಂದ ಮೆರವಣಿಗೆ ಹೊರಟ ಕಾರ್ಯಕರ್ತರು ಪಾಕಿಸ್ತಾನ ವಿರೋಧಿ ಘೋಷಣೆ ಕೂಗಿದರು. ಪಹಲ್ಗಾಮ್ ದಾಳಿಯಲ್ಲಿ ಮೃತಪಟ್ಟವರಿಗೆ ಶ್ರದ್ಧಾಂಜಲಿ ಸಲ್ಲಿಸಿ ಉಗ್ರರ ವಿರುದ್ಧ ಕಠಿಣ ಕ್ರಮ ಕೈಗೊಳ್ಳಬೇಕೆಂದು ಒತ್ತಾಯಿಸಿದರು. ಭಯೋತ್ಪಾದನೆಗೆ ಬೆಂಬಲ ನೀಡುವ ವ್ಯಕ್ತಿಗಳನ್ನು ಪತ್ತೆ ಹಚ್ಚಿ ಶಿಕ್ಷೆ ನೀಡಬೇಕು ಎಂದು ಆಗ್ರಹಿಸಿದರು. ಈ ಸಂದರ್ಭದಲ್ಲಿ ಜಿಲ್ಲಾಧ್ಯಕ್ಷ ವೀರನಗೌಡ ಲೆಕ್ಕಿಹಾಳ, ಮಾಜಿ ಶಾಸಕ ಎ.ಪಾಪಾರೆಡ್ಡಿ, ರವೀಂದ್ರ ಜಲ್ದಾರ್, ಶಿವಶರಣ ಮಂಡಲ, ಸುಲೋಚನಾ ಸೇರಿದಂತೆ ಅನೇಕರು ಭಾಗವಹಿಸಿದ್ದರು.	[22, 1256, 240, 1297]
phone1-ok-button[interactable]: OK	[560, 332, 569, 338]
basavageete-author: - ಬಸವರಾಜ ಸ್ವಾಮಿ	[143, 172, 193, 183]
ambedkar-headline: ಆಪರೇಷನ್ ಸಿಂಧೂರ ಯಶಸ್ವಿ ಬಿಜೆಪಿಯಿಂದ ಅಂಬಾದೇವಿಗೆ ವಿಶೇಷ ಪೂಜೆ	[536, 455, 656, 474]
vasavi-headline: ಕವಿತಾಳ : ವಾಸವಿ ಜಯಂತಿ	[258, 455, 436, 478]
phone2-prompt: Enter Voter List SL No	[594, 216, 680, 228]
protest-photo	[22, 1080, 240, 1240]
basavageete-body: ಶರಣರು ಸತ್ಸಂಗಕ್ಕಾಗಿ ಮಹಾಮನೆಗೆ ನಡೆದಿದ್ದಾರೆ. ರೆಡಿನೆ ಮೇಲೆ ಕುಳಿತ ಬಸವಣ್ಣನವರಿಗೆ ಶರಣು ಶರಣಾರ್ಥಿ ಎಂದು ಹೇಳುವರು ಕುಳಿತುಕೊಳ್ಳುತ್ತಾರೆ. ಬಾಹೂರ ಬೊಮ್ಮಣ್ಣ : ಮಾನ ಮಾನವೆಂಬುವುದು ಬೇರಿಲ್ಲ ಕಾಣಿರೋ! ಮಾನವೆಂಬುವದೇನು? ತನಗೆ ಸಲ್ಲದ ಮಾನ, ಸಕಲ ಸದಾನಂದ ಮಾನ, ನಮ್ಮ ಕೂಡಲಸಂಗಮದೇವನ ಶರಣರ ಮಹಿಮೆಯೇ ಮಾನ. ಮಾನ ಮನೆಯೊಳಗಿನ ಬೆಲ್ಲದ ಕಾಣಿರೋ! ಮಾನವೆಂಬುವದೇನು? ಎಲ್ಲರೂ ಅದನ್ನು ಮನೆಯೊಳಗೆ ಕಾಣಿರಿ ಎಂದು ಹೇಳಿದ. ಮನೆಯ ಮಾನಕ್ಕೆ ಬೇರೆ ಬೇರೆ ಅರ್ಥಗಳುಂಟು. ಮಾನವ ಸೃಷ್ಟಿಯ ಮಾನ, ಮಾನವ ಜೀವನ ಸದ್ಗುಣಗಳ ಮಾನ. ಮಾನವ ಮತ್ತು ಮಾನವತೆ ಎಂದರೆ ಶರಣರ ಬದುಕು. ಸತ್ಯ ಶುದ್ಧ ಕಾಯಕ ದಾಸೋಹದ ಜೀವನವೇ ಮಾನ. ದಾಸೋಹ ಮನೆಯು ಶರಣರ ಮಹಾಮನೆ. ಶಿವನ ಆಲಯ, ಭಕ್ತನ ಮನೆ, ಸತ್ಯದ ಸದನ. ಶರಣರ ಮಾನ ಸತ್ಯ. ದಾಸೋಹದಲ್ಲಿ ನಿತ್ಯ ನಡೆದ ಅನುಭವ ಮಂಟಪದ ಶರಣರ ನುಡಿಗಳು ಮಾನವ ಕುಲಕ್ಕೆ ಬೆಳಕು. ಶರಣ ಮಾನ ಶರಣ ಧರ್ಮದ ಸತ್ವ. ಮನಸ್ಸಿನ ಮಾನ, ಶರಣ ಸಂಕುಲದ ಮಾನ. ಆತ್ಮ ಮಾನ ಶರಣರು ಸತ್ಯದ ಕಡೆ ನಡೆದು ಶುದ್ಧ ಜೀವನ ನಡೆಸಿದವರು. ಜನರ ಮಾನ ಕಾಪಾಡಿದವರು. ಶರಣರ ಮಾನ ಕೂಡಲಸಂಗಮದೇವನ ಮಾನ. ಹೊಳೆದಂಡೆಯ ಬಳಿ ಮಾನ ಕಾಪಾಡುವ ಕಾಯಕ ನಡೆಯಿತು. ತಮ್ಮ ತಮ್ಮ ಕಾಯಕದಲ್ಲಿ ನಿರತರಾದ ಶರಣರು ಮಾನವತೆಯ ಮೂರ್ತಿಗಳು. ಮಾನ ಮನೆ ಕಾಣಿರೋ ಎನ್ನುವ ಈ ವಚನದಲ್ಲಿ ಬದುಕಿನ ಸತ್ಯ ಅಡಗಿದೆ. ಹೊಸ ಅರ್ಥ ಕೊಡುವ ವಚನ ಸಾಲುಗಳು ಸಮಾಜದ ಬೆಳಕು. ಮನೆಯ ಮಾನ, ಮನದ ಮಾನ, ಜಗದ ಮಾನ ಎಲ್ಲವೂ ಶರಣರ ಕಾಯಕದಲ್ಲಿದೆ.	[29, 212, 233, 302]
narega-photo	[538, 814, 760, 930]
krishna-photo	[704, 450, 922, 568]
masthead-logo: ಸುದ್ದಿಮೂಲ	[799, 58, 925, 98]
census-lead: ಉರಿ ಬೇಸಿಗೆ ಬಿಸಿಲಿನ ಝಳದ ನಡುವೆಯೂ ತಾಲೂಕಿನಾದ್ಯಂತ ಗಣತಿ ಕಾರ್ಯ ಭರದಿಂದ ಸಾಗಿದ್ದು, ಸರ್ವರ್ ಸಮಸ್ಯೆಯಿಂದ ಗಣತಿದಾರರು ಕಂಗೆಟ್ಟು ಹೋಗಿದ್ದಾರೆ.	[258, 192, 468, 205]
city-nav-row-1	[306, 67, 519, 77]
city-nav-link[interactable]: • ವಿಜಯನಗರ	[495, 84, 541, 94]
city-nav-row-2	[306, 84, 573, 94]
protest-byline: ■ ಸುದ್ದಿಮೂಲ ವಾರ್ತೆ ರಾಯಚೂರು, ಮೇ.06:	[22, 1248, 113, 1254]
city-nav-link[interactable]: • ಕಲಬುರಗಿ	[425, 84, 463, 94]
city-nav-link[interactable]: • ರಾಯಚೂರು	[306, 84, 352, 94]
siddalinga-body: ಸೋಮಸಮುದ್ರ ಗ್ರಾಮದಲ್ಲಿರುವ ಶ್ರೀಮಠದ ಚರ ಪಟ್ಟಾಧಿಕಾರ ಮಹೋತ್ಸವ ಮೇ 9 ರಂದು ನಡೆಯಲಿದ್ದು, ಬೆಳಿಗ್ಗೆ ವಿವಿಧ ಧಾರ್ಮಿಕ ಕಾರ್ಯಕ್ರಮಗಳು ಜರುಗಲಿವೆ ಎಂದು ಮಠದ ಪ್ರಮುಖರು ತಿಳಿಸಿದರು. ಪತ್ರಿಕಾಗೋಷ್ಠಿಯಲ್ಲಿ ಮಾತನಾಡಿದ ಅವರು, ನಾಡಿನ ವಿವಿಧ ಮಠಾಧೀಶರು ಭಾಗವಹಿಸಲಿದ್ದು, ಸಾವಿರಾರು ಭಕ್ತರು ಸಾಕ್ಷಿಯಾಗಲಿದ್ದಾರೆ. ಪಟ್ಟಾಧಿಕಾರದ ಅಂಗವಾಗಿ ಗ್ರಾಮದಲ್ಲಿ ಮೆರವಣಿಗೆ, ಧರ್ಮಸಭೆ, ಅನ್ನದಾಸೋಹ ಏರ್ಪಡಿಸಲಾಗಿದೆ. ಕಾರ್ಯಕ್ರಮದ ಯಶಸ್ಸಿಗೆ ಗ್ರಾಮಸ್ಥರು ಸಹಕರಿಸಬೇಕು ಎಂದು ಮನವಿ ಮಾಡಿದರು. ಈ ಸಂದರ್ಭದಲ್ಲಿ ಗ್ರಾಮದ ಮುಖಂಡರು, ಭಕ್ತರು ಉಪಸ್ಥಿತರಿದ್ದರು.	[258, 930, 526, 957]
padmavathi-body: ಪಟ್ಟಣದ ಮುನ್ನೂರು ಕಾಪು ಸಮಾಜದ ಹಿರಿಯ ಮಹಿಳೆ ಪದ್ಮಾವತಿ ಮುನ್ನೂರು (80) ಅನಾರೋಗ್ಯದಿಂದ ಬುಧವಾರ ನಿಧನರಾದರು. ಮೃತರಿಗೆ ಪುತ್ರರು, ಪುತ್ರಿಯರು ಹಾಗೂ ಅಪಾರ ಬಂಧು ಬಳಗವಿದ್ದು, ಗುರುವಾರ ಬೆಳಿಗ್ಗೆ 10 ಗಂಟೆಗೆ ಪಟ್ಟಣದಲ್ಲಿ ಅಂತ್ಯಕ್ರಿಯೆ ನಡೆಯಲಿದೆ.	[772, 818, 862, 859]
city-nav-link[interactable]: • ಮೈಸೂರು	[480, 67, 518, 77]
theft-photo	[816, 1228, 924, 1340]
siddalinga-byline: ■ ಸುದ್ದಿಮೂಲ ವಾರ್ತೆ ಬಳ್ಳಾರಿ, ಮೇ.07:	[258, 922, 338, 928]
basavageete-banner	[23, 118, 239, 206]
phone1-notification: Dnescadle Directorate of Electronic Delivery of Citiz... 7730 Don't share your OTP with anyone Copy OTP	[480, 189, 576, 251]
polytechnic-headline: ಸರ್ಕಾರಿ ಪಾಲಿಟೆಕ್ನಿಕ್ : ಪ್ರಥಮ ವರ್ಷ ಪ್ರವೇಶಾತಿಗೆ ಅರ್ಜಿ ಆಹ್ವಾನ	[772, 938, 922, 967]
page-header	[20, 58, 925, 100]
census-body: ಕರ್ನಾಟಕ ಸರ್ಕಾರದಿಂದ ಪರಿಶಿಷ್ಟ ಜಾತಿ/ಮೂಲ ಜಾತಿ ಸಮಗ್ರ ಸಮೀಕ್ಷೆ ನಡೆಸಲಾಗುತ್ತಿದ್ದು, ಮೇ.5 ರಿಂದ 17 ವರೆಗೆ ಗಣತಿ ನಡೆಯಲಿದೆ. ಸಿಂಧನೂರು ತಾಲೂಕಿನಲ್ಲಿ ಒಟ್ಟು 269 ಗಣತಿದಾರರು ಕರ್ತವ್ಯ ನಿರ್ವಹಿಸುತ್ತಿದ್ದು, 27 ಜನರಿಗೆ ಮೇಲ್ವಿಚಾರಕರ ಜವಾಬ್ದಾರಿ ವಹಿಸಲಾಗಿದೆ. ದಿನವಿಡೀ ಬಿಸಿಲಿನಲ್ಲಿ ಮನೆ ಮನೆಗೆ ತೆರಳಿ ಸರ್ವೇ ಕಾರ್ಯ ನಡೆಸುತ್ತಿದ್ದಾರೆ. ದಿನಕ್ಕೆ ಕನಿಷ್ಠ 20 ಮನೆಗಳ ಗುರಿಯನ್ನು ಹೊಂದಿದ್ದಾರೆ. ಆದರೆ ಸರ್ವರ್ ಸಮಸ್ಯೆಯಿಂದ ಒಂದು ಮನೆಯ ಮಾಹಿತಿ ದಾಖಲಿಸಲು ಗಂಟೆಗಟ್ಟಲೆ ಕಾಯಬೇಕಾಗಿದೆ. ಗ್ರಾಮೀಣ ಭಾಗದಲ್ಲಿ ನೆಟ್‌ವರ್ಕ್ ಸಮಸ್ಯೆಯೂ ಇದ್ದು, ಗಣತಿದಾರರು ಹೈರಾಣಾಗಿದ್ದಾರೆ. ಗಣತಿ ಕಾರ್ಯ ನಿಗದಿತ ಅವಧಿಯಲ್ಲಿ ಪೂರ್ಣಗೊಳಿಸುವ ಒತ್ತಡದಲ್ಲಿರುವ ಸಿಬ್ಬಂದಿ ತೊಂದರೆ ಅನುಭವಿಸುತ್ತಿದ್ದಾರೆ. ಕಡಿಮಾಡು: ರಾಜ್ಯ ಸರ್ಕಾರ ಗಣತಿಗಾಗಿ ಆಪ್ ಅಭಿವೃದ್ಧಿ ಪಡಿಸಿದ್ದು, ಸರ್ವರ್ ಸಮಸ್ಯೆ ಪದೇ ಪದೇ ಕಾಣಿಸಿಕೊಳ್ಳುತ್ತಿದೆ. ಒಟಿಪಿ ಬರಲು ತಡವಾಗುತ್ತಿದ್ದು, 46 ಪ್ರಶ್ನೆಗಳನ್ನು ಭರ್ತಿ ಮಾಡಿ ಸಬ್ಮಿಟ್ ಮಾಡುವಾಗ ವಿಫಲವಾಗುತ್ತಿದೆ. ಇದರಿಂದ ಮತ್ತೆ ಮೊದಲಿನಿಂದ ಮಾಹಿತಿ ತುಂಬಬೇಕಾಗುತ್ತಿದೆ. ಕೂಡಲೇ ಸರ್ಕಾರ ಸರ್ವರ್ ಸಮಸ್ಯೆ ಬಗೆಹರಿಸಬೇಕು ಎಂದು ಗಣತಿದಾರರು ಒತ್ತಾಯಿಸಿದ್ದಾರೆ.	[258, 230, 468, 292]
census-phone-screenshot-2	[585, 185, 687, 447]
fertilizer-byline: ■ ಸುದ್ದಿಮೂಲ ವಾರ್ತೆ ಹೊಸಪೇಟೆ, ಮೇ.07:	[258, 1196, 346, 1202]
